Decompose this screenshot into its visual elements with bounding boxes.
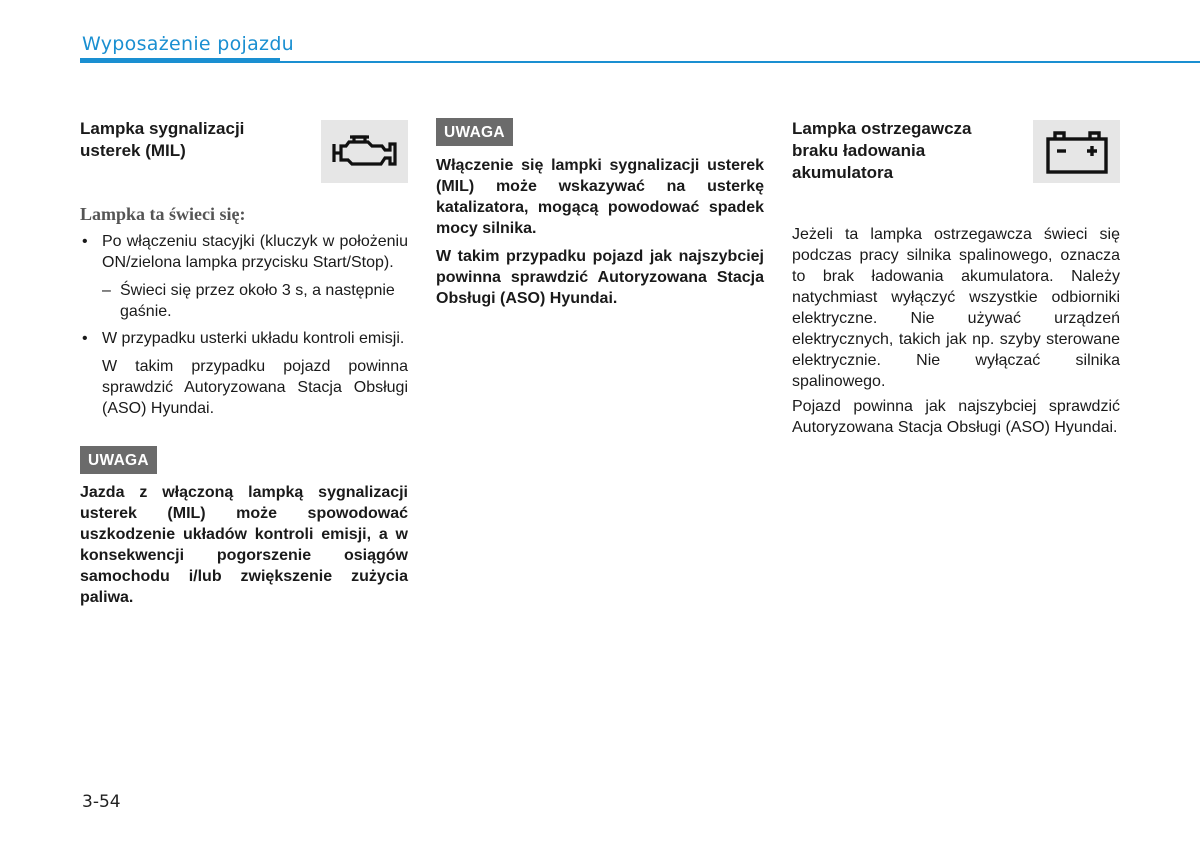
check-engine-icon: [321, 120, 408, 183]
column-mil: [80, 118, 408, 608]
battery-paragraph-2: Pojazd powinna jak najszybciej sprawdzić Autoryzowana Stacja Obsługi (ASO) Hyundai.: [792, 398, 1120, 436]
mil-bullet-2: • W przypadku usterki układu kontroli emisji.: [80, 328, 408, 349]
catalyst-warning-p1: Włączenie się lampki sygnalizacji usterek (MIL) może wskazywać na usterkę katalizatora, mogącą powodować spadek mocy silnika.: [436, 157, 764, 237]
column-catalyst-warning: [436, 118, 764, 309]
battery-heading: Lampka ostrzegawcza braku ładowania akumulatora: [792, 119, 972, 182]
catalyst-warning-p2: W takim przypadku pojazd jak najszybciej powinna sprawdzić Autoryzowana Stacja Obsługi (ASO) Hyundai.: [436, 248, 764, 307]
battery-icon: [1033, 120, 1120, 183]
header-rule: [280, 61, 1200, 63]
mil-dash-1: – Świeci się przez około 3 s, a następnie gaśnie.: [80, 280, 408, 322]
mil-bullet-1: • Po włączeniu stacyjki (kluczyk w położeniu ON/zielona lampka przycisku Start/Stop).: [80, 231, 408, 273]
mil-heading: Lampka sygnalizacji usterek (MIL): [80, 119, 245, 160]
mil-warning-text: Jazda z włączoną lampką sygnalizacji usterek (MIL) może spowodować uszkodzenie układów kontroli emisji, a w konsekwencji pogorszenie osiągów samochodu i/lub zwiększenie zużycia paliwa.: [80, 484, 408, 606]
warning-badge: UWAGA: [436, 118, 513, 146]
warning-badge: UWAGA: [80, 446, 157, 474]
section-title: Wyposażenie pojazdu: [82, 33, 295, 55]
header-rule-accent: [80, 58, 280, 63]
column-battery: [792, 118, 1120, 438]
battery-paragraph-1: Jeżeli ta lampka ostrzegawcza świeci się podczas pracy silnika spalinowego, oznacza to brak ładowania akumulatora. Należy natychmiast wyłączyć wszystkie odbiorniki elektryczne. Nie używać urządzeń elektrycznych, takich jak np. szyby sterowane elektrycznie. Nie wyłączać silnika spalinowego.: [792, 226, 1120, 390]
mil-bullet-2-cont: W takim przypadku pojazd powinna sprawdzić Autoryzowana Stacja Obsługi (ASO) Hyundai.: [102, 358, 408, 417]
page-number: 3-54: [82, 792, 121, 812]
mil-subhead: Lampka ta świeci się:: [80, 204, 246, 224]
